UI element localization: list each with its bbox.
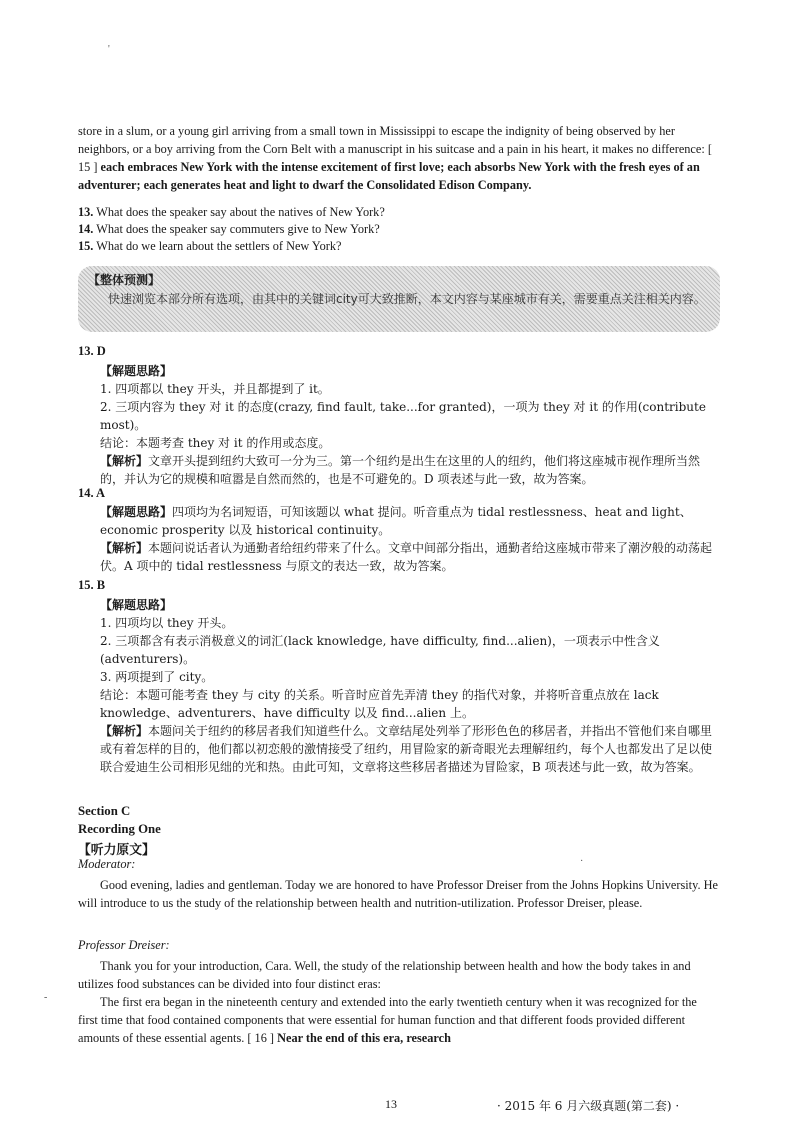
recording-title: Recording One <box>78 822 161 836</box>
page-number: 13 <box>385 1097 397 1111</box>
scan-mark: - <box>44 992 48 1003</box>
answer-14: 14. A <box>78 486 106 500</box>
a15-approach-tag: 【解题思路】 <box>100 598 173 612</box>
a15-line-3: 3. 两项提到了 city。 <box>100 670 214 684</box>
professor-label: Professor Dreiser: <box>78 938 170 952</box>
a13-line-1: 1. 四项都以 they 开头，并且都提到了 it。 <box>100 382 330 396</box>
professor-paragraph-2-text: The first era began in the nineteenth century and extended into the early twentieth century when it was recognized for the first time that food contained components that were essential for human function and that different foods provided different amounts of these essential agents. <box>78 995 697 1045</box>
a14-approach-tag: 【解题思路】 <box>100 505 173 519</box>
professor-paragraph-1: Thank you for your introduction, Cara. Well, the study of the relationship between health and how the body takes in and utilizes food substances can be divided into four distinct eras: <box>78 959 691 991</box>
question-13 <box>78 204 718 221</box>
a13-analysis <box>100 452 720 488</box>
a15-analysis-tag: 【解析】 <box>100 724 149 738</box>
a14-approach-line <box>100 503 720 539</box>
a13-conclusion: 结论：本题考查 they 对 it 的作用或态度。 <box>100 436 331 450</box>
answer-13: 13. D <box>78 344 106 358</box>
question-number: 13. <box>78 205 94 219</box>
moderator-paragraph: Good evening, ladies and gentleman. Today we are honored to have Professor Dreiser from the Johns Hopkins University. He will introduce to us the study of the relationship between health and nutrition-utilization. Professor Dreiser, please. <box>78 878 718 910</box>
banner-body: 快速浏览本部分所有选项，由其中的关键词city可大致推断，本文内容与某座城市有关，需要重点关注相关内容。 <box>108 292 706 306</box>
scan-mark: · <box>580 856 584 867</box>
question-number: 15. <box>78 239 94 253</box>
a15-analysis <box>100 722 720 776</box>
a15-line-1: 1. 四项均以 they 开头。 <box>100 616 234 630</box>
a13-line-2: 2. 三项内容为 they 对 it 的态度(crazy, find fault, take...for granted)，一项为 they 对 it 的作用(contribute most)。 <box>100 400 706 432</box>
question-text: What do we learn about the settlers of New York? <box>96 239 342 253</box>
transcript-tag: 【听力原文】 <box>78 843 155 858</box>
banner-title: 【整体预测】 <box>88 273 161 287</box>
a13-approach <box>100 362 720 488</box>
a13-approach-tag: 【解题思路】 <box>100 364 173 378</box>
a15-analysis-text: 本题问关于纽约的移居者我们知道些什么。文章结尾处列举了形形色色的移居者，并指出不管他们来自哪里或有着怎样的目的，他们都以初恋般的激情接受了纽约，用冒险家的新奇眼光去理解纽约，每个人也都发出了足以使联合爱迪生公司相形见绌的光和热。由此可知，文章将这些移居者描述为冒险家，B 项表述与此一致，故为答案。 <box>100 724 713 774</box>
a15-conclusion: 结论：本题可能考查 they 与 city 的关系。听音时应首先弄清 they 的指代对象，并将听音重点放在 lack knowledge、adventurers、have difficulty 以及 find...alien 上。 <box>100 688 659 720</box>
running-footer: · 2015 年 6 月六级真题(第二套) · <box>497 1099 680 1113</box>
a15-approach <box>100 596 720 776</box>
a15-line-2: 2. 三项都含有表示消极意义的词汇(lack knowledge, have difficulty, find...alien)，一项表示中性含义(adventurers)。 <box>100 634 660 666</box>
scan-mark: ' <box>108 44 110 55</box>
question-14 <box>78 221 718 238</box>
overall-prediction-banner <box>78 266 720 332</box>
passage-marker-16: [ 16 ] <box>247 1031 275 1045</box>
a14-analysis <box>100 539 720 575</box>
a14-approach <box>100 503 720 575</box>
a14-approach-text: 四项均为名词短语，可知该题以 what 提问。听音重点为 tidal restlessness、heat and light、economic prosperity 以及 historical continuity。 <box>100 505 692 537</box>
a13-analysis-text: 文章开头提到纽约大致可一分为三。第一个纽约是出生在这里的人的纽约，他们将这座城市视作理所当然的，并认为它的规模和喧嚣是自然而然的，也是不可避免的。D 项表述与此一致，故为答案。 <box>100 454 701 486</box>
moderator-label: Moderator: <box>78 857 136 871</box>
passage-marker-15: [ 15 ] <box>78 142 712 174</box>
a14-analysis-tag: 【解析】 <box>100 541 149 555</box>
professor-paragraph-2-bold: Near the end of this era, research <box>274 1031 451 1045</box>
question-number: 14. <box>78 222 94 236</box>
passage-intro: store in a slum, or a young girl arriving from a small town in Mississippi to escape the indignity of being observed by her neighbors, or a boy arriving from the Corn Belt with a manuscript in his suitcase and a pain in his heart, it makes no difference: <box>78 124 708 156</box>
passage-paragraph <box>78 122 718 194</box>
passage-bold-answer: each embraces New York with the intense excitement of first love; each absorbs New York with the fresh eyes of an adventurer; each generates heat and light to dwarf the Consolidated Edison Company. <box>78 160 700 192</box>
a14-analysis-text: 本题问说话者认为通勤者给纽约带来了什么。文章中间部分指出，通勤者给这座城市带来了潮汐般的动荡起伏。A 项中的 tidal restlessness 与原文的表达一致，故为答案。 <box>100 541 713 573</box>
section-title: Section C <box>78 804 131 818</box>
question-15 <box>78 238 718 255</box>
question-text: What does the speaker say about the natives of New York? <box>96 205 385 219</box>
professor-paragraph-2 <box>78 993 718 1047</box>
a13-analysis-tag: 【解析】 <box>100 454 149 468</box>
answer-15: 15. B <box>78 578 106 592</box>
question-text: What does the speaker say commuters give to New York? <box>96 222 380 236</box>
